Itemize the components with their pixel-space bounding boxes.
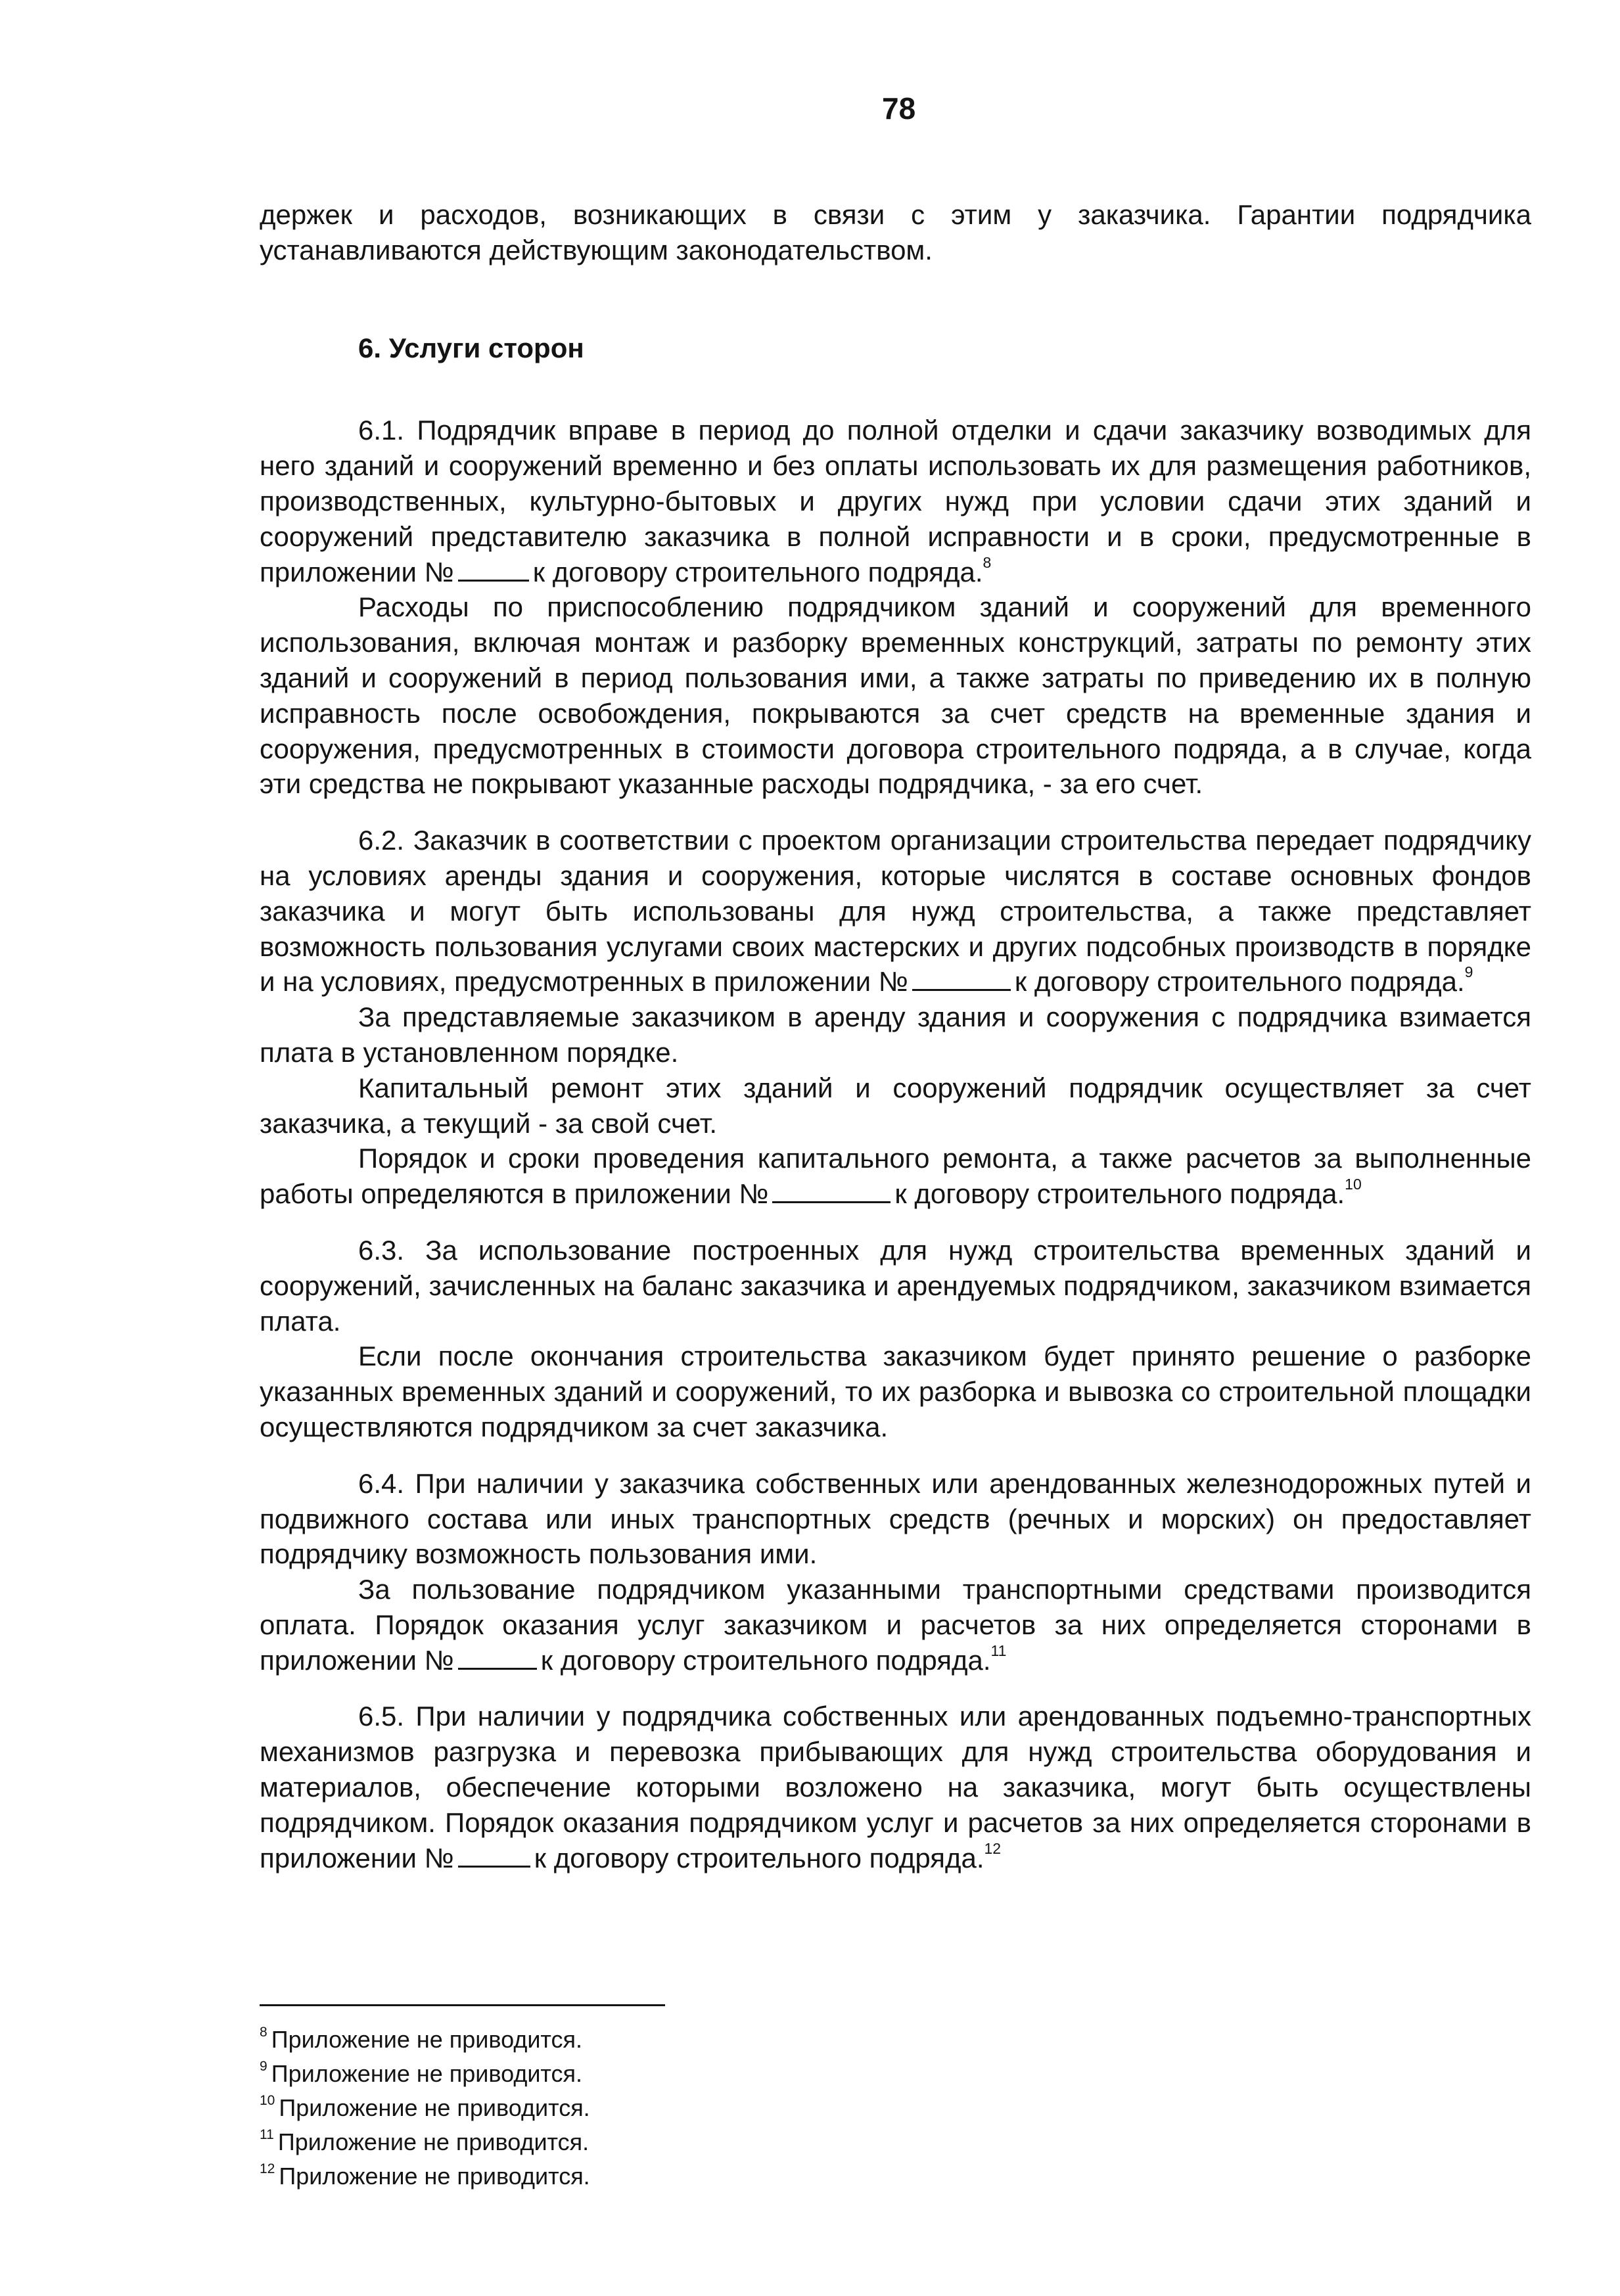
- paragraph-text: к договору строительного подряда.: [540, 1644, 991, 1676]
- paragraph-6-4-payment: [260, 1572, 1531, 1678]
- footnote-12: [260, 2159, 590, 2193]
- appendix-number-blank: [912, 965, 1011, 991]
- footnote-divider: [260, 2004, 665, 2006]
- footnotes: [260, 2023, 590, 2193]
- appendix-number-blank: [458, 556, 529, 582]
- paragraph-text: к договору строительного подряда.: [534, 1842, 984, 1873]
- paragraph-6-2-repair: Капитальный ремонт этих зданий и сооружений подрядчик осуществляет за счет заказчика, а текущий - за свой счет.: [260, 1072, 1531, 1139]
- footnote-ref-8: 8: [983, 553, 992, 571]
- paragraph-text: 6.1. Подрядчик вправе в период до полной отделки и сдачи заказчику возводимых для него зданий и сооружений временно и без оплаты использовать их для размещения работников, производственных, культурно-бытовых и других нужд при условии сдачи этих зданий и сооружений представителю заказчика в полной исправности и в сроки, предусмотренные в приложении №: [260, 415, 1531, 587]
- footnote-text: Приложение не приводится.: [271, 2026, 583, 2053]
- footnote-number: 11: [260, 2127, 274, 2142]
- footnote-ref-9: 9: [1464, 963, 1473, 981]
- document-body: [260, 197, 1531, 1875]
- page-number: 78: [882, 91, 916, 126]
- footnote-9: [260, 2057, 590, 2091]
- footnote-text: Приложение не приводится.: [271, 2060, 583, 2087]
- paragraph-6-2: [260, 823, 1531, 999]
- paragraph-6-2-terms: [260, 1141, 1531, 1212]
- paragraph-text: к договору строительного подряда.: [1014, 966, 1465, 998]
- appendix-number-blank: [458, 1644, 537, 1670]
- footnote-number: 8: [260, 2025, 267, 2040]
- footnote-text: Приложение не приводится.: [279, 2094, 590, 2121]
- paragraph-6-4: 6.4. При наличии у заказчика собственных или арендованных железнодорожных путей и подвижного состава или иных транспортных средств (речных и морских) он предоставляет подрядчику возможность пользования ими.: [260, 1467, 1531, 1570]
- footnote-number: 12: [260, 2161, 275, 2176]
- paragraph-text: к договору строительного подряда.: [532, 556, 983, 587]
- paragraph-6-2-rent: За представляемые заказчиком в аренду здания и сооружения с подрядчика взимается плата в установленном порядке.: [260, 1001, 1531, 1068]
- paragraph-6-1-expenses: Расходы по приспособлению подрядчиком зданий и сооружений для временного использования, включая монтаж и разборку временных конструкций, затраты по ремонту этих зданий и сооружений в период пользования ими, а также затраты по приведению их в полную исправность после освобождения, покрываются за счет средств на временные здания и сооружения, предусмотренных в стоимости договора строительного подряда, а в случае, когда эти средства не покрывают указанные расходы подрядчика, - за его счет.: [260, 591, 1531, 800]
- appendix-number-blank: [458, 1842, 530, 1868]
- footnote-ref-11: 11: [990, 1642, 1007, 1659]
- footnote-ref-10: 10: [1345, 1176, 1362, 1193]
- footnote-number: 9: [260, 2059, 267, 2074]
- intro-paragraph: держек и расходов, возникающих в связи с этим у заказчика. Гарантии подрядчика устанавливаются действующим законодательством.: [260, 199, 1531, 265]
- footnote-ref-12: 12: [984, 1839, 1002, 1857]
- paragraph-6-3: 6.3. За использование построенных для нужд строительства временных зданий и сооружений, зачисленных на баланс заказчика и арендуемых подрядчиком, заказчиком взимается плата.: [260, 1234, 1531, 1337]
- footnote-10: [260, 2091, 590, 2125]
- paragraph-6-3-dismantling: Если после окончания строительства заказчиком будет принято решение о разборке указанных временных зданий и сооружений, то их разборка и вывозка со строительной площадки осуществляются подрядчиком за счет заказчика.: [260, 1341, 1531, 1442]
- paragraph-6-1: [260, 413, 1531, 589]
- footnote-8: [260, 2023, 590, 2057]
- footnote-number: 10: [260, 2093, 275, 2108]
- paragraph-text: 6.2. Заказчик в соответствии с проектом организации строительства передает подрядчику на условиях аренды здания и сооружения, которые числятся в составе основных фондов заказчика и могут быть использованы для нужд строительства, а также представляет возможность пользования услугами своих мастерских и других подсобных производств в порядке и на условиях, предусмотренных в приложении №: [260, 825, 1531, 998]
- paragraph-6-5: [260, 1699, 1531, 1875]
- paragraph-text: Порядок и сроки проведения капитального ремонта, а также расчетов за выполненные работы определяются в приложении №: [260, 1143, 1531, 1210]
- footnote-text: Приложение не приводится.: [279, 2163, 590, 2190]
- paragraph-text: За пользование подрядчиком указанными транспортными средствами производится оплата. Порядок оказания услуг заказчиком и расчетов за них определяется сторонами в приложении №: [260, 1574, 1531, 1676]
- paragraph-text: 6.5. При наличии у подрядчика собственных или арендованных подъемно-транспортных механизмов разгрузка и перевозка прибывающих для нужд строительства оборудования и материалов, обеспечение которыми возложено на заказчика, могут быть осуществлены подрядчиком. Порядок оказания подрядчиком услуг и расчетов за них определяется сторонами в приложении №: [260, 1701, 1531, 1873]
- section-title: 6. Услуги сторон: [358, 332, 584, 363]
- appendix-number-blank: [772, 1178, 891, 1203]
- footnote-text: Приложение не приводится.: [277, 2128, 590, 2155]
- paragraph-text: к договору строительного подряда.: [894, 1178, 1345, 1210]
- footnote-11: [260, 2125, 590, 2159]
